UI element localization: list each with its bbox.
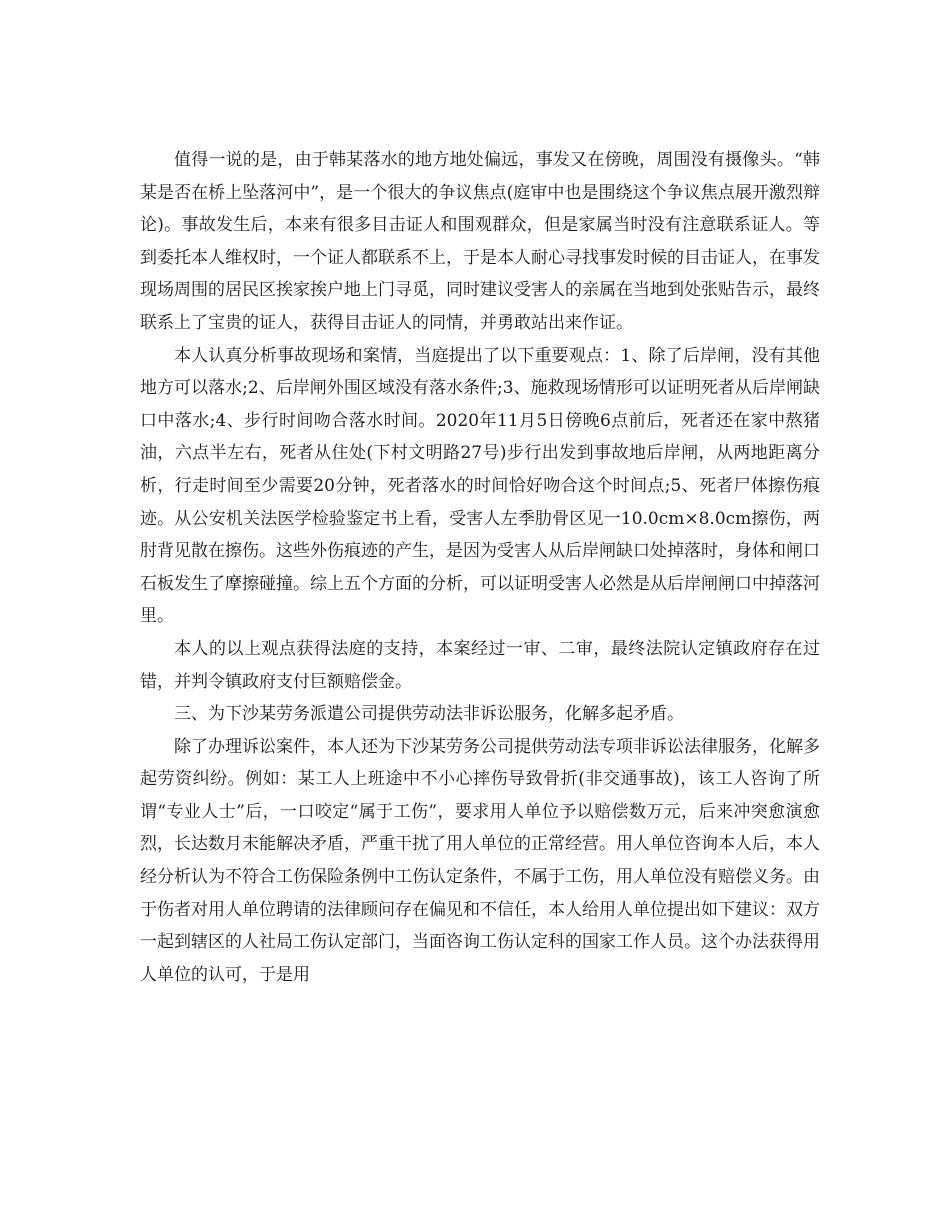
paragraph-labor-dispute: 除了办理诉讼案件，本人还为下沙某劳务公司提供劳动法专项非诉讼法律服务，化解多起劳资纠纷。例如：某工人上班途中不小心摔伤导致骨折(非交通事故)，该工人咨询了所谓“专业人士”后，一口咬定“属于工伤”，要求用人单位予以赔偿数万元，后来冲突愈演愈烈，长达数月未能解决矛盾，严重干扰了用人单位的正常经营。用人单位咨询本人后，本人经分析认为不符合工伤保险条例中工伤认定条件，不属于工伤，用人单位没有赔偿义务。由于伤者对用人单位聘请的法律顾问存在偏见和不信任，本人给用人单位提出如下建议：双方一起到辖区的人社局工伤认定部门，当面咨询工伤认定科的国家工作人员。这个办法获得用人单位的认可，于是用: [140, 736, 820, 985]
section-heading-labor-law: 三、为下沙某劳务派遣公司提供劳动法非诉讼服务，化解多起矛盾。: [174, 704, 684, 725]
paragraph-witness-search: 值得一说的是，由于韩某落水的地方地处偏远，事发又在傍晚，周围没有摄像头。“韩某是否在桥上坠落河中”，是一个很大的争议焦点(庭审中也是围绕这个争议焦点展开激烈辩论)。事故发生后，本来有很多目击证人和围观群众，但是家属当时没有注意联系证人。等到委托本人维权时，一个证人都联系不上，于是本人耐心寻找事发时候的目击证人，在事发现场周围的居民区挨家挨户地上门寻觅，同时建议受害人的亲属在当地到处张贴告示，最终联系上了宝贵的证人，获得目击证人的同情，并勇敢站出来作证。: [140, 150, 820, 333]
paragraph-court-ruling: 本人的以上观点获得法庭的支持，本案经过一审、二审，最终法院认定镇政府存在过错，并判令镇政府支付巨额赔偿金。: [140, 638, 820, 692]
document-body: [140, 144, 820, 991]
paragraph-key-arguments: 本人认真分析事故现场和案情，当庭提出了以下重要观点：1、除了后岸闸，没有其他地方可以落水;2、后岸闸外围区域没有落水条件;3、施救现场情形可以证明死者从后岸闸缺口中落水;4、步行时间吻合落水时间。2020年11月5日傍晚6点前后，死者还在家中熬猪油，六点半左右，死者从住处(下村文明路27号)步行出发到事故地后岸闸，从两地距离分析，行走时间至少需要20分钟，死者落水的时间恰好吻合这个时间点;5、死者尸体擦伤痕迹。从公安机关法医学检验鉴定书上看，受害人左季肋骨区见一10.0cm×8.0cm擦伤，两肘背见散在擦伤。这些外伤痕迹的产生，是因为受害人从后岸闸缺口处掉落时，身体和闸口石板发生了摩擦碰撞。综上五个方面的分析，可以证明受害人必然是从后岸闸闸口中掉落河里。: [140, 345, 820, 627]
